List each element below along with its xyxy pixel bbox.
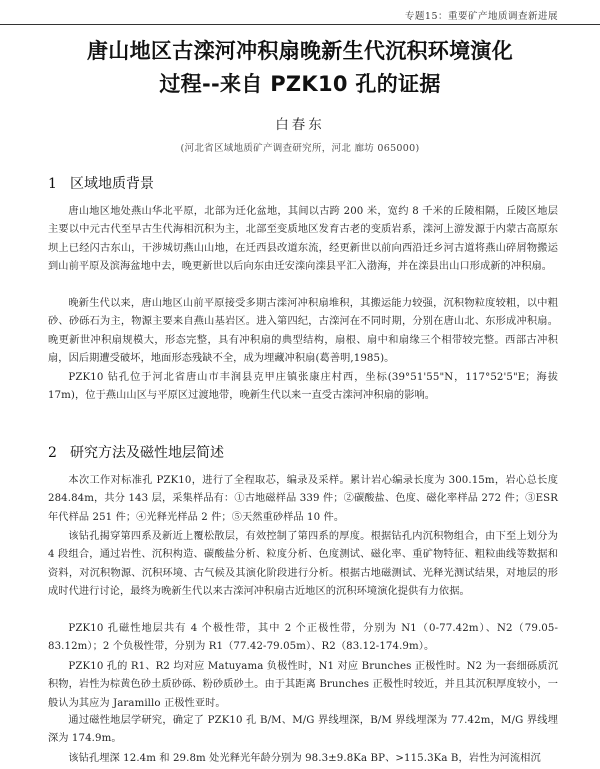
section-title: 区域地质背景 bbox=[70, 176, 154, 192]
paragraph: 晚新生代以来，唐山地区山前平原接受多期古滦河冲积扇堆积，其搬运能力较强，沉积物粒度较粗，以中粗砂、砂砾石为主，物源主要来自燕山基岩区。进入第四纪，古滦河在不同时期，分别在唐山北、东形成冲积扇。晚更新世冲积扇规模大，形态完整，具有冲积扇的典型结构，扇根、扇中和扇缘三个相带较完整。西部古冲积扇，因后期遭受破坏，地面形态残缺不全，成为埋藏冲积扇(葛善明,1985)。 bbox=[48, 298, 558, 365]
section-title: 研究方法及磁性地层简述 bbox=[70, 445, 224, 461]
paragraph: PZK10 孔磁性地层共有 4 个极性带，其中 2 个正极性带，分别为 N1（0-77.42m）、N2（79.05-83.12m）；2 个负极性带，分别为 R1（77.42-79.05m）、R2（83.12-174.9m）。 bbox=[48, 623, 558, 653]
running-header-text: 专题15：重要矿产地质调查新进展 bbox=[404, 11, 558, 22]
section-heading-2 bbox=[48, 442, 224, 462]
section-number: 1 bbox=[48, 176, 57, 192]
title-line-1: 唐山地区古滦河冲积扇晚新生代沉积环境演化 bbox=[87, 39, 513, 63]
paragraph: PZK10 孔的 R1、R2 均对应 Matuyama 负极性时，N1 对应 Brunches 正极性时。N2 为一套细砾质沉积物，岩性为棕黄色砂土质砂砾、粉砂质砂土。由于其距离 Brunches 正极性时较近，并且其沉积厚度较小，一般认为其应为 Jaramillo 正极性亚时。 bbox=[48, 661, 558, 709]
paragraph: 该钻孔埋深 12.4m 和 29.8m 处光释光年龄分别为 98.3±9.8Ka BP、>115.3Ka B，岩性为河流相沉 bbox=[68, 753, 541, 764]
paper-title bbox=[40, 35, 560, 101]
paragraph: 本次工作对标准孔 PZK10，进行了全程取芯，编录及采样。累计岩心编录长度为 300.15m，岩心总长度 284.84m，共分 143 层，采集样品有：①古地磁样品 339 件；②碳酸盐、色度、磁化率样品 272 件；③ESR 年代样品 251 件；④光释光样品 2 件；⑤天然重砂样品 10 件。 bbox=[48, 475, 558, 523]
section-number: 2 bbox=[48, 445, 57, 461]
paragraph: 唐山地区地处燕山华北平原，北部为迁化盆地，其间以古跨 200 米，宽约 8 千米的丘陵相隔，丘陵区地层主要以中元古代至早古生代海相沉积为主，北部至变质地区发育古老的变质岩系，滦河上游发源于内蒙古高原东坝上已经闪古东山，干涉城切燕山山地，在迁西县改道东流，经更新世以前向西沿迁乡河古道将燕山碎屑物搬运到山前平原及滨海盆地中去，晚更新世以后向东由迁安滦向滦县平汇入渤海，并在滦县出山口形成新的冲积扇。 bbox=[48, 206, 558, 273]
author-affiliation: (河北省区域地质矿产调查研究所，河北 廊坊 065000) bbox=[180, 143, 420, 154]
author-name: 白春东 bbox=[275, 117, 325, 133]
running-header bbox=[0, 0, 600, 25]
paragraph: 该钻孔揭穿第四系及新近上覆松散层，有效控制了第四系的厚度。根据钻孔内沉积物组合，由下至上划分为 4 段组合，通过岩性、沉积构造、碳酸盐分析、粒度分析、色度测试、磁化率、重矿物特征、粗粒曲线等数据和资料，对沉积物源、沉积环境、古气候及其演化阶段进行分析。根据古地磁测试、光释光测试结果，对地层的形成时代进行讨论，最终为晚新生代以来古滦河冲积扇古近地区的沉积环境演化提供有力依据。 bbox=[48, 531, 558, 598]
title-line-2: 过程--来自 PZK10 孔的证据 bbox=[159, 72, 441, 96]
paragraph: 通过磁性地层学研究，确定了 PZK10 孔 B/M、M/G 界线埋深，B/M 界线埋深为 77.42m，M/G 界线埋深为 174.9m。 bbox=[48, 715, 558, 745]
paragraph: PZK10 钻孔位于河北省唐山市丰润县克甲庄镇张康庄村西，坐标(39°51'55"N，117°52'5"E；海拔 17m)，位于燕山山区与平原区过渡地带，晚新生代以来一直受古滦河冲积扇的影响。 bbox=[48, 372, 558, 402]
section-heading-1 bbox=[48, 173, 154, 193]
